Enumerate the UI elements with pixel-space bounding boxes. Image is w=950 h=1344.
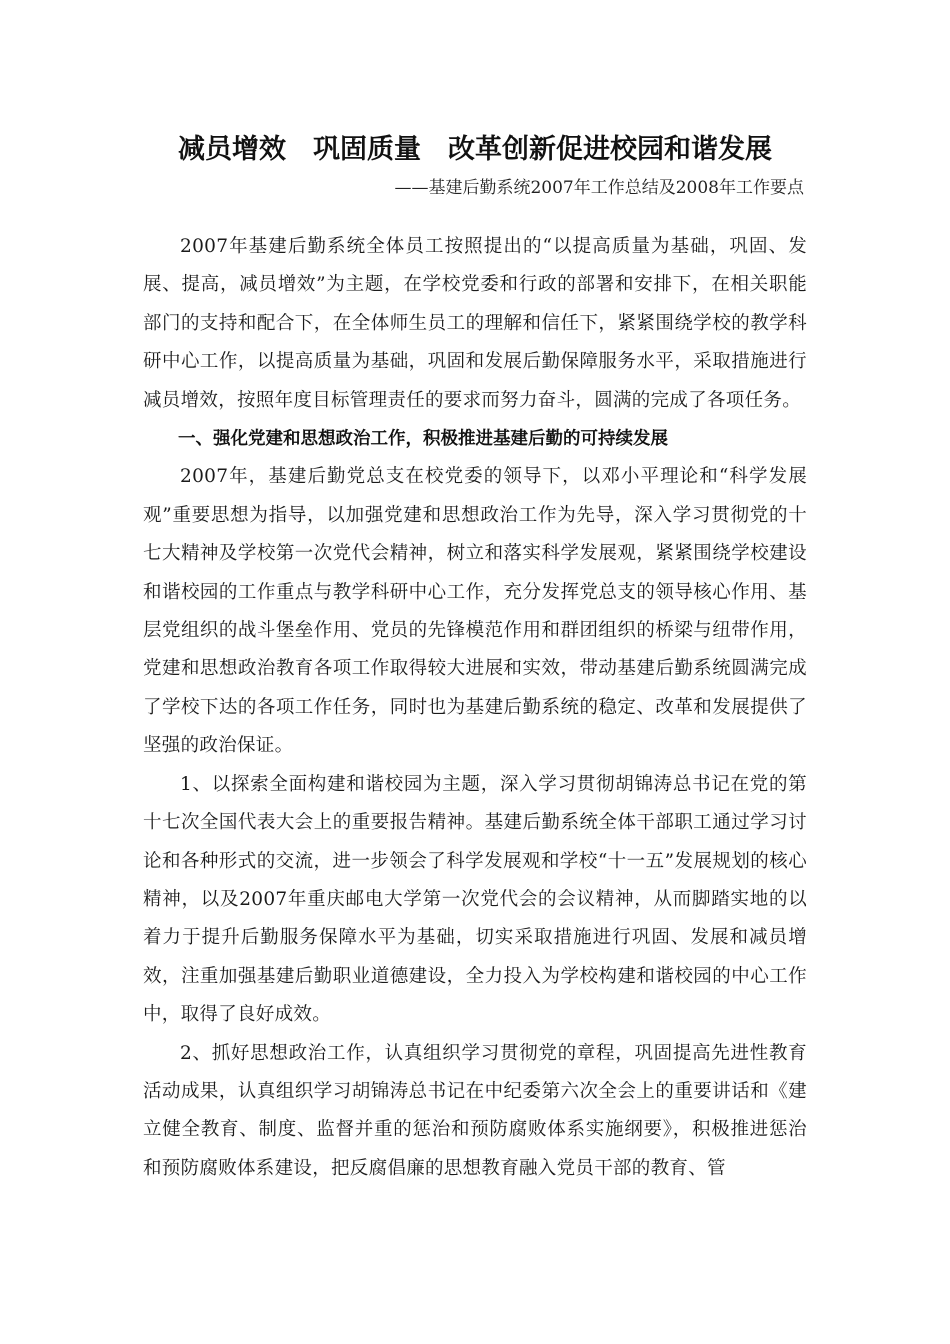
- intro-paragraph: 2007年基建后勤系统全体员工按照提出的“以提高质量为基础，巩固、发展、提高，减员增效”为主题，在学校党委和行政的部署和安排下，在相关职能部门的支持和配合下，在全体师生员工的理解和信任下，紧紧围绕学校的教学科研中心工作，以提高质量为基础，巩固和发展后勤保障服务水平，采取措施进行减员增效，按照年度目标管理责任的要求而努力奋斗，圆满的完成了各项任务。: [143, 236, 807, 411]
- section-heading: 一、强化党建和思想政治工作，积极推进基建后勤的可持续发展: [178, 429, 668, 450]
- document-body: [143, 228, 807, 1188]
- document-subtitle: ——基建后勤系统2007年工作总结及2008年工作要点: [394, 178, 804, 198]
- body-paragraph: 1、以探索全面构建和谐校园为主题，深入学习贯彻胡锦涛总书记在党的第十七次全国代表大会上的重要报告精神。基建后勤系统全体干部职工通过学习讨论和各种形式的交流，进一步领会了科学发展观和学校“十一五”发展规划的核心精神，以及2007年重庆邮电大学第一次党代会的会议精神，从而脚踏实地的以着力于提升后勤服务保障水平为基础，切实采取措施进行巩固、发展和减员增效，注重加强基建后勤职业道德建设，全力投入为学校构建和谐校园的中心工作中，取得了良好成效。: [143, 773, 807, 1026]
- body-paragraph: 2007年，基建后勤党总支在校党委的领导下，以邓小平理论和“科学发展观”重要思想为指导，以加强党建和思想政治工作为先导，深入学习贯彻党的十七大精神及学校第一次党代会精神，树立和落实科学发展观，紧紧围绕学校建设和谐校园的工作重点与教学科研中心工作，充分发挥党总支的领导核心作用、基层党组织的战斗堡垒作用、党员的先锋模范作用和群团组织的桥梁与纽带作用，党建和思想政治教育各项工作取得较大进展和实效，带动基建后勤系统圆满完成了学校下达的各项工作任务，同时也为基建后勤系统的稳定、改革和发展提供了坚强的政治保证。: [143, 466, 807, 757]
- document-title: 减员增效 巩固质量 改革创新促进校园和谐发展: [178, 134, 772, 165]
- body-paragraph: 2、抓好思想政治工作，认真组织学习贯彻党的章程，巩固提高先进性教育活动成果，认真组织学习胡锦涛总书记在中纪委第六次全会上的重要讲话和《建立健全教育、制度、监督并重的惩治和预防腐败体系实施纲要》，积极推进惩治和预防腐败体系建设，把反腐倡廉的思想教育融入党员干部的教育、管: [143, 1042, 807, 1179]
